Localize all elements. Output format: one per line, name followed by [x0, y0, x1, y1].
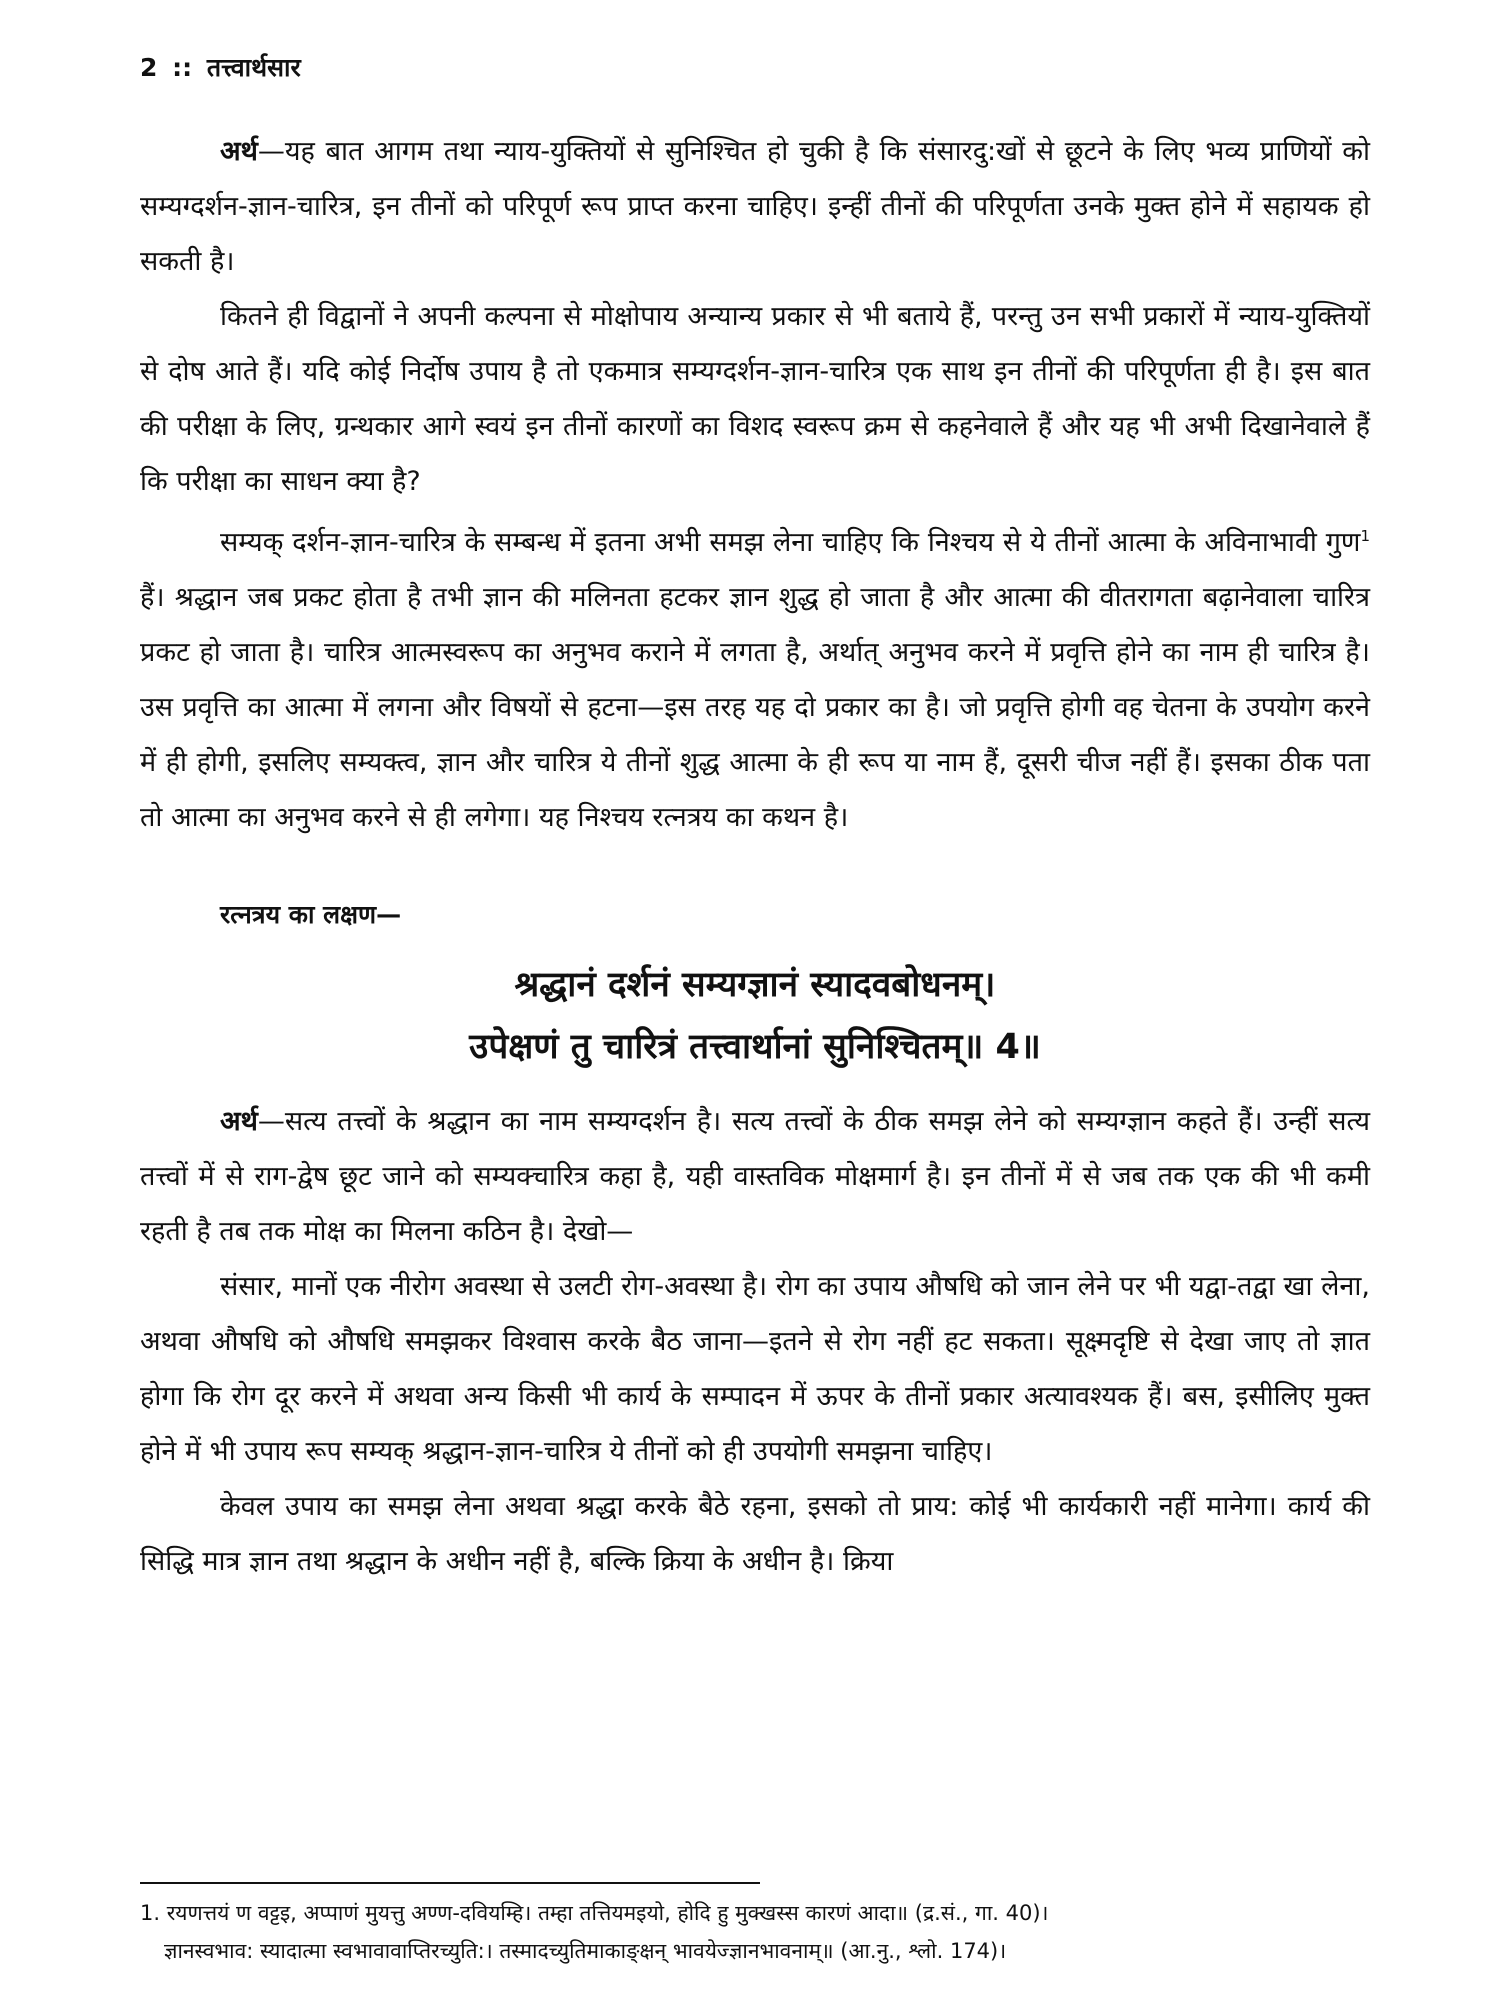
paragraph-3 — [140, 509, 1370, 845]
paragraph-3-text-a: सम्यक् दर्शन-ज्ञान-चारित्र के सम्बन्ध में इतना अभी समझ लेना चाहिए कि निश्चय से ये तीनों आत्मा के अविनाभावी गुण — [220, 527, 1361, 558]
meaning-label: अर्थ — [220, 1106, 258, 1137]
paragraph-5: संसार, मानों एक नीरोग अवस्था से उलटी रोग-अवस्था है। रोग का उपाय औषधि को जान लेने पर भी यद्वा-तद्वा खा लेना, अथवा औषधि को औषधि समझकर विश्वास करके बैठ जाना—इतने से रोग नहीं हट सकता। सूक्ष्मदृष्टि से देखा जाए तो ज्ञात होगा कि रोग दूर करने में अथवा अन्य किसी भी कार्य के सम्पादन में ऊपर के तीनों प्रकार अत्यावश्यक हैं। बस, इसीलिए मुक्त होने में भी उपाय रूप सम्यक् श्रद्धान-ज्ञान-चारित्र ये तीनों को ही उपयोगी समझना चाहिए। — [140, 1271, 1370, 1467]
meaning-label: अर्थ — [220, 136, 258, 167]
book-title: तत्त्वार्थसार — [206, 53, 301, 82]
paragraph-3-text-b: हैं। श्रद्धान जब प्रकट होता है तभी ज्ञान की मलिनता हटकर ज्ञान शुद्ध हो जाता है और आत्मा की वीतरागता बढ़ानेवाला चारित्र प्रकट हो जाता है। चारित्र आत्मस्वरूप का अनुभव कराने में लगता है, अर्थात् अनुभव करने में प्रवृत्ति होने का नाम ही चारित्र है। उस प्रवृत्ति का आत्मा में लगना और विषयों से हटना—इस तरह यह दो प्रकार का है। जो प्रवृत्ति होगी वह चेतना के उपयोग करने में ही होगी, इसलिए सम्यक्त्व, ज्ञान और चारित्र ये तीनों शुद्ध आत्मा के ही रूप या नाम हैं, दूसरी चीज नहीं हैं। इसका ठीक पता तो आत्मा का अनुभव करने से ही लगेगा। यह निश्चय रत्नत्रय का कथन है। — [140, 582, 1370, 833]
paragraph-1-text: —यह बात आगम तथा न्याय-युक्तियों से सुनिश्चित हो चुकी है कि संसारदु:खों से छूटने के लिए भव्य प्राणियों को सम्यग्दर्शन-ज्ञान-चारित्र, इन तीनों को परिपूर्ण रूप प्राप्त करना चाहिए। इन्हीं तीनों की परिपूर्णता उनके मुक्त होने में सहायक हो सकती है। — [140, 136, 1370, 277]
footnotes — [140, 1882, 1370, 1970]
paragraph-6: केवल उपाय का समझ लेना अथवा श्रद्धा करके बैठे रहना, इसको तो प्राय: कोई भी कार्यकारी नहीं मानेगा। कार्य की सिद्धि मात्र ज्ञान तथा श्रद्धान के अधीन नहीं है, बल्कि क्रिया के अधीन है। क्रिया — [140, 1491, 1370, 1577]
spacer — [140, 845, 1370, 887]
verse-block — [140, 954, 1370, 1078]
footnote-marker: 1 — [1360, 527, 1370, 545]
verse-line-1: श्रद्धानं दर्शनं सम्यग्ज्ञानं स्यादवबोधनम्। — [514, 965, 996, 1005]
page-number: 2 — [140, 53, 158, 82]
section-heading: रत्नत्रय का लक्षण— — [220, 900, 402, 929]
page-body — [140, 50, 1370, 1589]
header-separator: :: — [172, 53, 193, 82]
footnote-1-continued: ज्ञानस्वभाव: स्यादात्मा स्वभावावाप्तिरच्युति:। तस्मादच्युतिमाकाङ्क्षन् भावयेज्ज्ञानभावनाम्॥ (आ.नु., श्लो. 174)। — [164, 1939, 1007, 1963]
paragraph-4-text: —सत्य तत्त्वों के श्रद्धान का नाम सम्यग्दर्शन है। सत्य तत्त्वों के ठीक समझ लेने को सम्यग्ज्ञान कहते हैं। उन्हीं सत्य तत्त्वों में से राग-द्वेष छूट जाने को सम्यक्चारित्र कहा है, यही वास्तविक मोक्षमार्ग है। इन तीनों में से जब तक एक की भी कमी रहती है तब तक मोक्ष का मिलना कठिन है। देखो— — [140, 1106, 1370, 1247]
running-header — [140, 50, 1370, 84]
footnote-1: 1. रयणत्तयं ण वट्टइ, अप्पाणं मुयत्तु अण्ण-दवियम्हि। तम्हा तत्तियमइयो, होदि हु मुक्खस्स कारणं आदा॥ (द्र.सं., गा. 40)। — [140, 1901, 1049, 1925]
footnote-rule — [140, 1882, 760, 1884]
paragraph-1 — [140, 124, 1370, 289]
paragraph-2: कितने ही विद्वानों ने अपनी कल्पना से मोक्षोपाय अन्यान्य प्रकार से भी बताये हैं, परन्तु उन सभी प्रकारों में न्याय-युक्तियों से दोष आते हैं। यदि कोई निर्दोष उपाय है तो एकमात्र सम्यग्दर्शन-ज्ञान-चारित्र एक साथ इन तीनों की परिपूर्णता ही है। इस बात की परीक्षा के लिए, ग्रन्थकार आगे स्वयं इन तीनों कारणों का विशद स्वरूप क्रम से कहनेवाले हैं और यह भी अभी दिखानेवाले हैं कि परीक्षा का साधन क्या है? — [140, 301, 1370, 497]
paragraph-4 — [140, 1094, 1370, 1259]
verse-line-2: उपेक्षणं तु चारित्रं तत्त्वार्थानां सुनिश्चितम्॥ 4॥ — [469, 1027, 1041, 1067]
